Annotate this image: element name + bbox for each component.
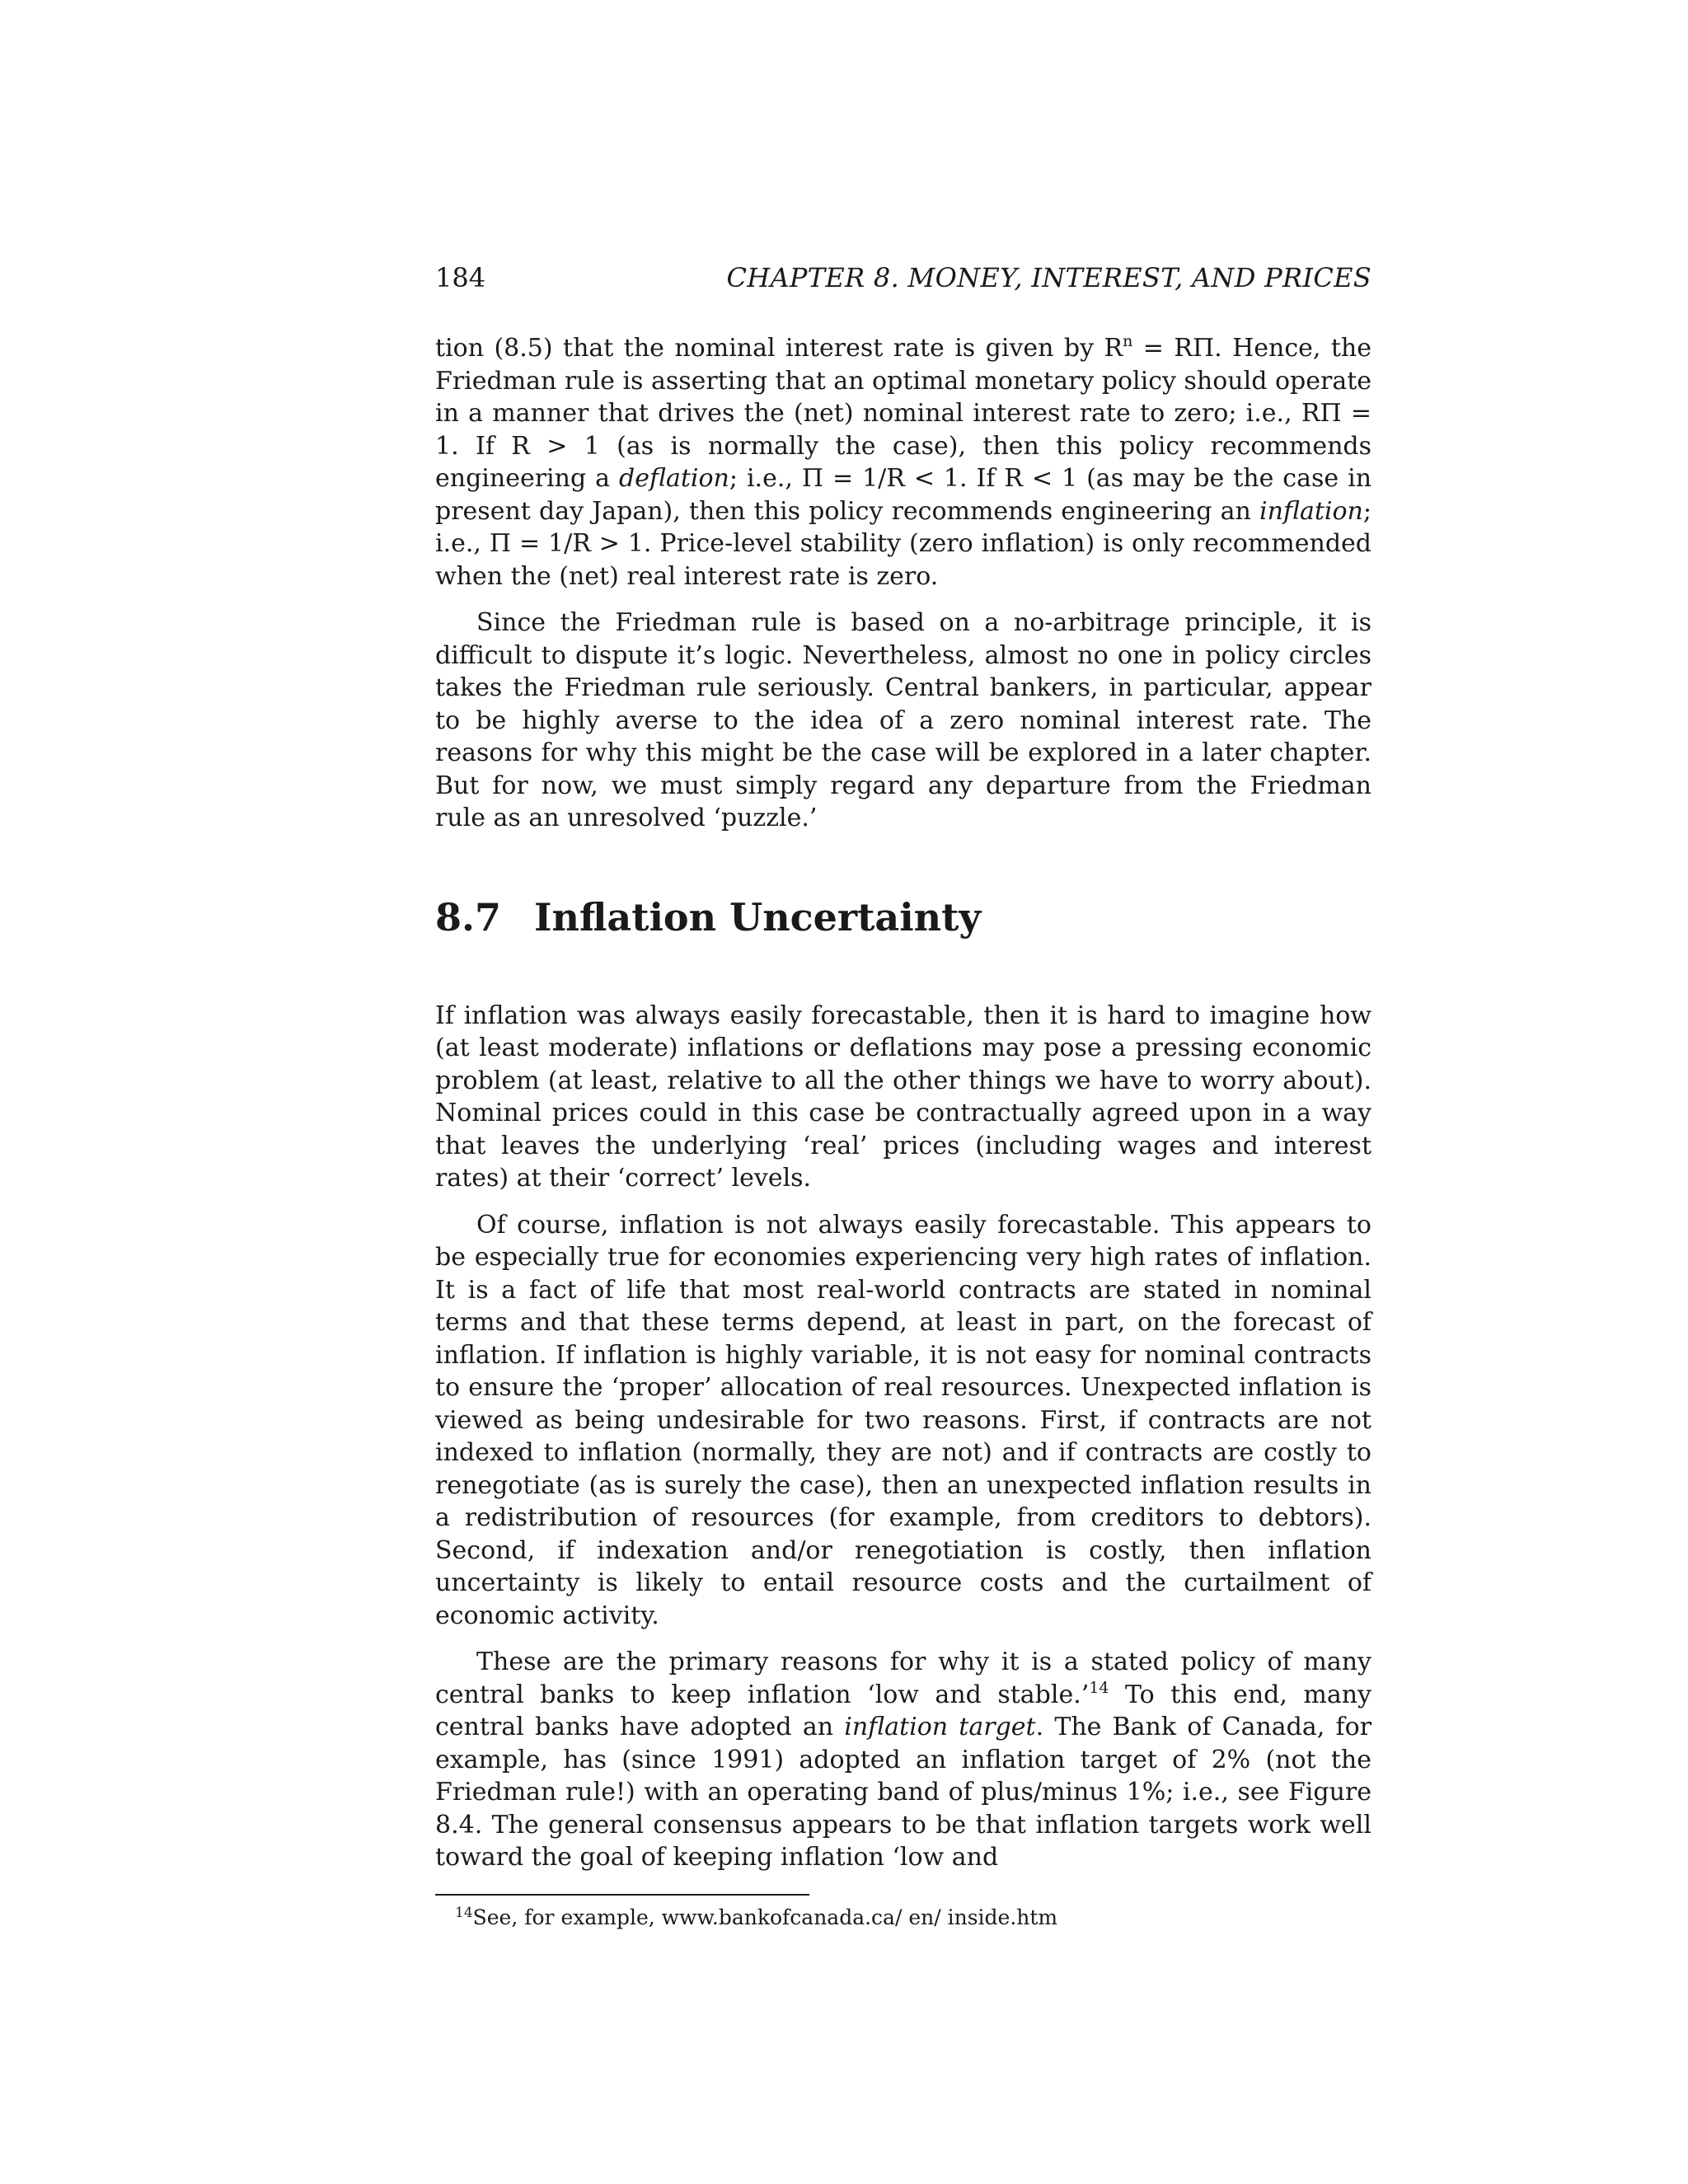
- body-text: [435, 332, 1372, 835]
- footnote-ref[interactable]: 14: [1089, 1678, 1109, 1697]
- footnote-divider: [435, 1894, 809, 1896]
- chapter-title: CHAPTER 8. MONEY, INTEREST, AND PRICES: [726, 262, 1372, 293]
- paragraph-friedman-rule: Since the Friedman rule is based on a no-arbitrage principle, it is difficult to dispute it’s logic. Nevertheless, almost no one in policy circles takes the Friedman rule seriously. Central bankers, in particular, appear to be highly averse to the idea of a zero nominal interest rate. The reasons for why this might be the case will be explored in a later chapter. But for now, we must simply regard any departure from the Friedman rule as an unresolved ‘puzzle.’: [435, 608, 1372, 832]
- footnote: [435, 1904, 1372, 1932]
- section-heading: [435, 894, 1372, 940]
- paragraph-not-forecastable: Of course, inflation is not always easily forecastable. This appears to be especially true for economies experiencing very high rates of inflation. It is a fact of life that most real-world contracts are stated in nominal terms and that these terms depend, at least in part, on the forecast of inflation. If inflation is highly variable, it is not easy for nominal contracts to ensure the ‘proper’ allocation of real resources. Unexpected inflation is viewed as being undesirable for two reasons. First, if contracts are not indexed to inflation (normally, they are not) and if contracts are costly to renegotiate (as is surely the case), then an unexpected inflation results in a redistribution of resources (for example, from creditors to debtors). Second, if indexation and/or renegotiation is costly, then inflation uncertainty is likely to entail resource costs and the curtailment of economic activity.: [435, 1210, 1372, 1630]
- section-number: 8.7: [435, 894, 502, 940]
- paragraph-inflation-target: These are the primary reasons for why it is a stated policy of many central banks to keep inflation ‘low and stable.’$^{14}$ To this end, many central banks have adopted an inflation target. The Bank of Canada, for example, has (since 1991) adopted an inflation target of 2% (not the Friedman rule!) with an operating band of plus/minus 1%; i.e., see Figure 8.4. The general consensus appears to be that inflation targets work well toward the goal of keeping inflation ‘low and: [435, 1647, 1372, 1872]
- paragraph-forecastable: If inflation was always easily forecastable, then it is hard to imagine how (at least moderate) inflations or deflations may pose a pressing economic problem (at least, relative to all the other things we have to worry about). Nominal prices could in this case be contractually agreed upon in a way that leaves the underlying ‘real’ prices (including wages and interest rates) at their ‘correct’ levels.: [435, 1001, 1372, 1193]
- footnote-text: See, for example, www.bankofcanada.ca/ en/ inside.htm: [472, 1905, 1058, 1929]
- running-header: [435, 260, 1372, 296]
- section-body: [435, 1000, 1372, 1874]
- footnote-marker: 14: [455, 1904, 473, 1921]
- paragraph-continuation: tion (8.5) that the nominal interest rate is given by $R^n = R\Pi$. Hence, the Friedman rule is asserting that an optimal monetary policy should operate in a manner that drives the (net) nominal interest rate to zero; i.e., RΠ = 1. If R > 1 (as is normally the case), then this policy recommends engineering a deflation; i.e., Π = 1/R < 1. If R < 1 (as may be the case in present day Japan), then this policy recommends engineering an inflation; i.e., Π = 1/R > 1. Price-level stability (zero inflation) is only recommended when the (net) real interest rate is zero.: [435, 332, 1372, 591]
- section-title: Inflation Uncertainty: [534, 894, 982, 940]
- document-page: [435, 260, 1372, 1932]
- page-number: 184: [435, 262, 486, 293]
